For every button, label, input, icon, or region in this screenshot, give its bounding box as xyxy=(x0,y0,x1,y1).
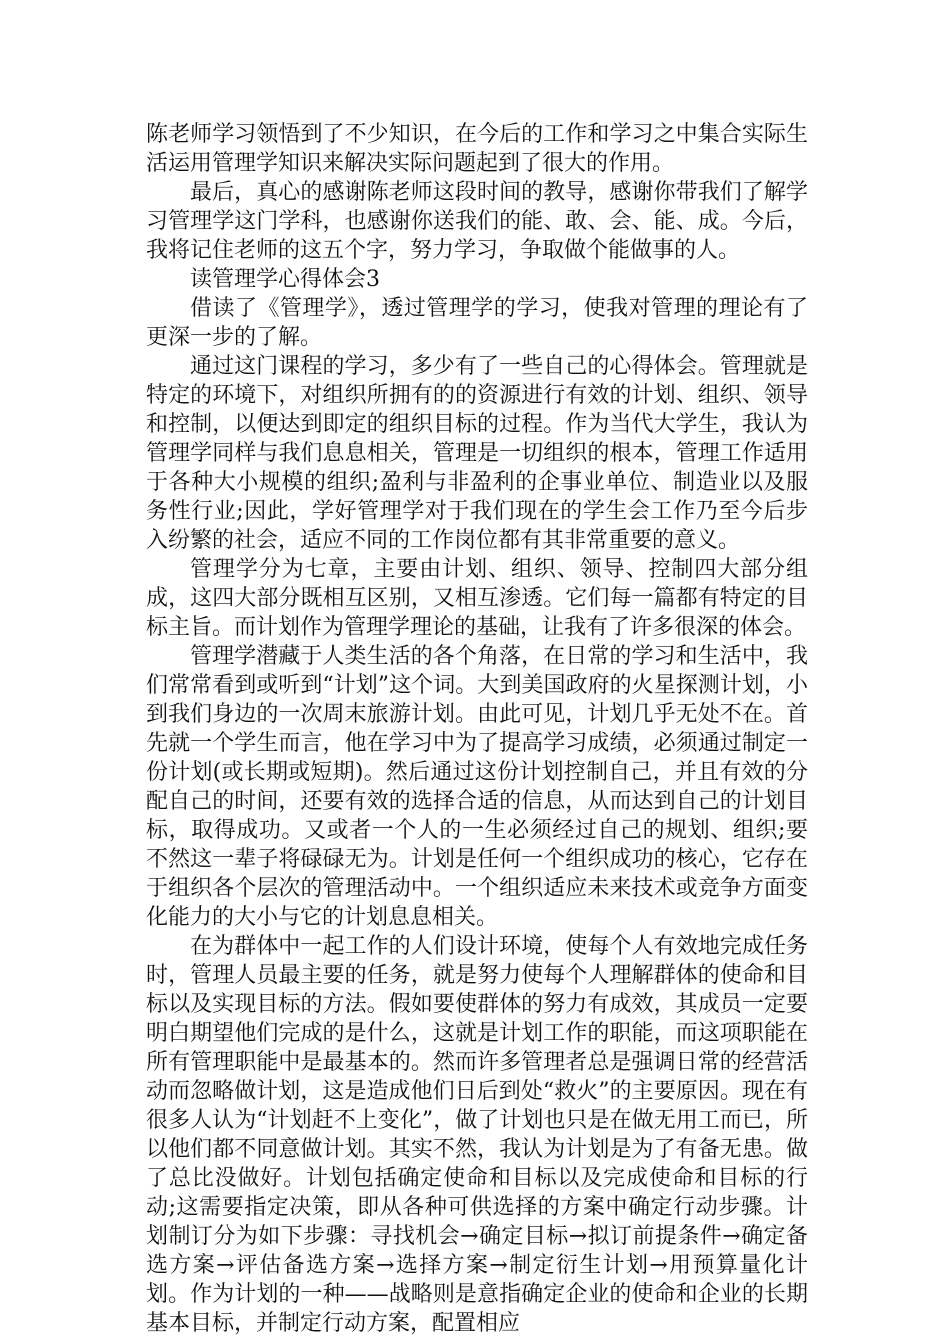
paragraph-seven-chapters: 管理学分为七章，主要由计划、组织、领导、控制四大部分组成，这四大部分既相互区别，又相互渗透。它们每一篇都有特定的目标主旨。而计划作为管理学理论的基础，让我有了许多很深的体会。 xyxy=(146,557,808,640)
paragraph-intro: 借读了《管理学》，透过管理学的学习，使我对管理的理论有了更深一步的了解。 xyxy=(146,296,808,350)
section-title: 读管理学心得体会3 xyxy=(190,267,380,292)
document-page xyxy=(146,120,808,1338)
paragraph-closing-thanks: 最后，真心的感谢陈老师这段时间的教导，感谢你带我们了解学习管理学这门学科，也感谢你送我们的能、敢、会、能、成。今后，我将记住老师的这五个字，努力学习，争取做个能做事的人。 xyxy=(146,180,808,263)
paragraph-planning-steps: 在为群体中一起工作的人们设计环境，使每个人有效地完成任务时，管理人员最主要的任务，就是努力使每个人理解群体的使命和目标以及实现目标的方法。假如要使群体的努力有成效，其成员一定要明白期望他们完成的是什么，这就是计划工作的职能，而这项职能在所有管理职能中是最基本的。然而许多管理者总是强调日常的经营活动而忽略做计划，这是造成他们日后到处“救火”的主要原因。现在有很多人认为“计划赶不上变化”，做了计划也只是在做无用工而已，所以他们都不同意做计划。其实不然，我认为计划是为了有备无患。做了总比没做好。计划包括确定使命和目标以及完成使命和目标的行动;这需要指定决策，即从各种可供选择的方案中确定行动步骤。计划制订分为如下步骤：寻找机会→确定目标→拟订前提条件→确定备选方案→评估备选方案→选择方案→制定衍生计划→用预算量化计划。作为计划的一种——战略则是意指确定企业的使命和企业的长期基本目标，并制定行动方案，配置相应 xyxy=(146,934,808,1336)
paragraph-continuation: 陈老师学习领悟到了不少知识，在今后的工作和学习之中集合实际生活运用管理学知识来解决实际问题起到了很大的作用。 xyxy=(146,122,808,176)
paragraph-course-experience: 通过这门课程的学习，多少有了一些自己的心得体会。管理就是特定的环境下，对组织所拥有的的资源进行有效的计划、组织、领导和控制，以便达到即定的组织目标的过程。作为当代大学生，我认为管理学同样与我们息息相关，管理是一切组织的根本，管理工作适用于各种大小规模的组织;盈利与非盈利的企事业单位、制造业以及服务性行业;因此，学好管理学对于我们现在的学生会工作乃至今后步入纷繁的社会，适应不同的工作岗位都有其非常重要的意义。 xyxy=(146,354,808,553)
paragraph-planning-everywhere: 管理学潜藏于人类生活的各个角落，在日常的学习和生活中，我们常常看到或听到“计划”这个词。大到美国政府的火星探测计划，小到我们身边的一次周末旅游计划。由此可见，计划几乎无处不在。首先就一个学生而言，他在学习中为了提高学习成绩，必须通过制定一份计划(或长期或短期)。然后通过这份计划控制自己，并且有效的分配自己的时间，还要有效的选择合适的信息，从而达到自己的计划目标，取得成功。又或者一个人的一生必须经过自己的规划、组织;要不然这一辈子将碌碌无为。计划是任何一个组织成功的核心，它存在于组织各个层次的管理活动中。一个组织适应未来技术或竞争方面变化能力的大小与它的计划息息相关。 xyxy=(146,644,808,930)
